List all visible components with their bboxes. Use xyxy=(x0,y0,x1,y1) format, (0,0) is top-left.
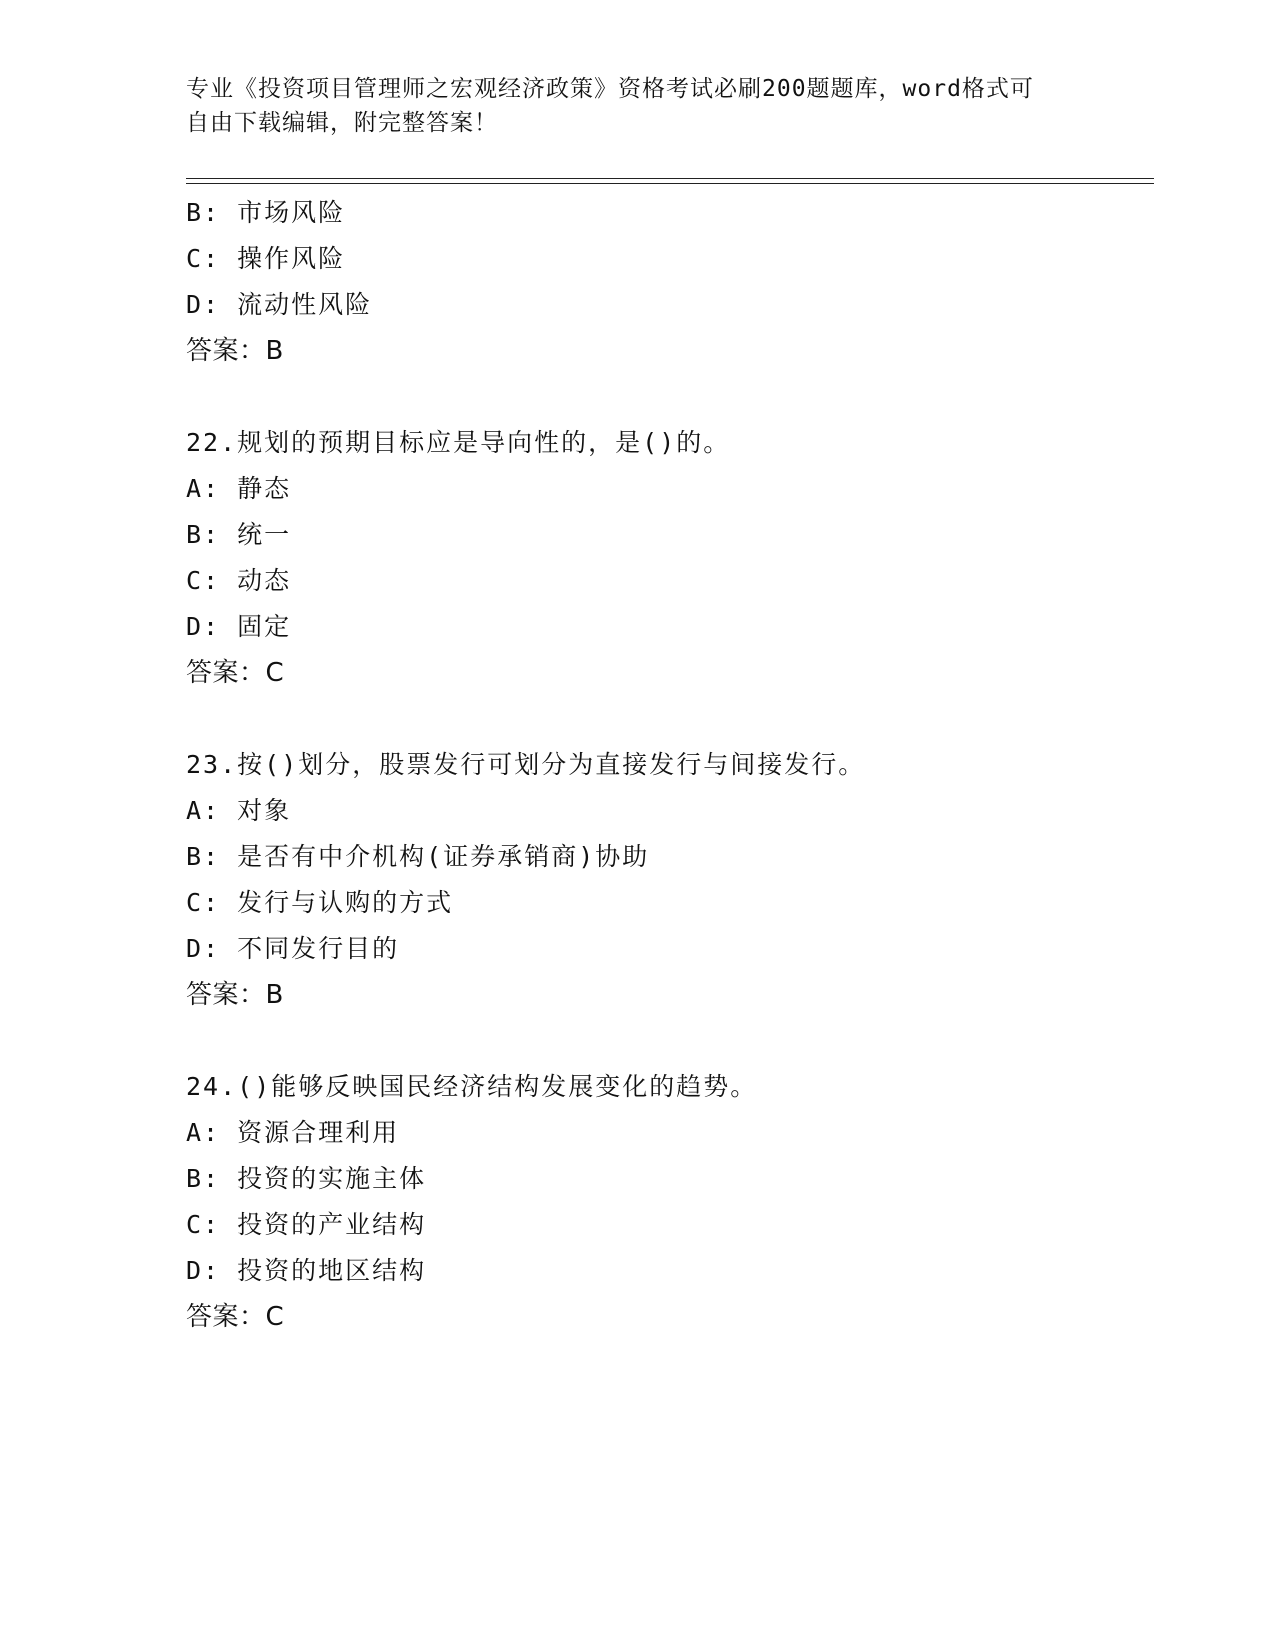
option-c: C: 动态 xyxy=(186,566,292,595)
document-header xyxy=(186,72,1066,140)
option-b: B: 投资的实施主体 xyxy=(186,1164,427,1193)
answer: 答案：B xyxy=(186,336,284,366)
header-line-1: 专业《投资项目管理师之宏观经济政策》资格考试必刷200题题库，word格式可 xyxy=(186,76,1034,102)
question-23 xyxy=(186,742,1146,1018)
spacer xyxy=(186,374,1146,420)
header-rule-bottom xyxy=(186,183,1154,184)
question-21-tail xyxy=(186,190,1146,374)
spacer xyxy=(186,1018,1146,1064)
question-list xyxy=(186,190,1146,1340)
option-a: A: 静态 xyxy=(186,474,292,503)
question-stem: 23.按()划分，股票发行可划分为直接发行与间接发行。 xyxy=(186,750,866,779)
option-c: C: 投资的产业结构 xyxy=(186,1210,427,1239)
header-line-2: 自由下载编辑，附完整答案！ xyxy=(186,110,498,136)
option-d: D: 投资的地区结构 xyxy=(186,1256,427,1285)
option-d: D: 固定 xyxy=(186,612,292,641)
question-stem: 24.()能够反映国民经济结构发展变化的趋势。 xyxy=(186,1072,758,1101)
question-22 xyxy=(186,420,1146,696)
option-b: B: 是否有中介机构(证券承销商)协助 xyxy=(186,842,650,871)
answer: 答案：B xyxy=(186,980,284,1010)
question-stem: 22.规划的预期目标应是导向性的，是()的。 xyxy=(186,428,731,457)
spacer xyxy=(186,696,1146,742)
option-c: C: 发行与认购的方式 xyxy=(186,888,454,917)
answer: 答案：C xyxy=(186,658,285,688)
header-rule-top xyxy=(186,178,1154,179)
answer: 答案：C xyxy=(186,1302,285,1332)
option-a: A: 对象 xyxy=(186,796,292,825)
option-b: B: 市场风险 xyxy=(186,198,346,227)
option-b: B: 统一 xyxy=(186,520,292,549)
question-24 xyxy=(186,1064,1146,1340)
option-d: D: 流动性风险 xyxy=(186,290,373,319)
option-a: A: 资源合理利用 xyxy=(186,1118,400,1147)
option-c: C: 操作风险 xyxy=(186,244,346,273)
option-d: D: 不同发行目的 xyxy=(186,934,400,963)
